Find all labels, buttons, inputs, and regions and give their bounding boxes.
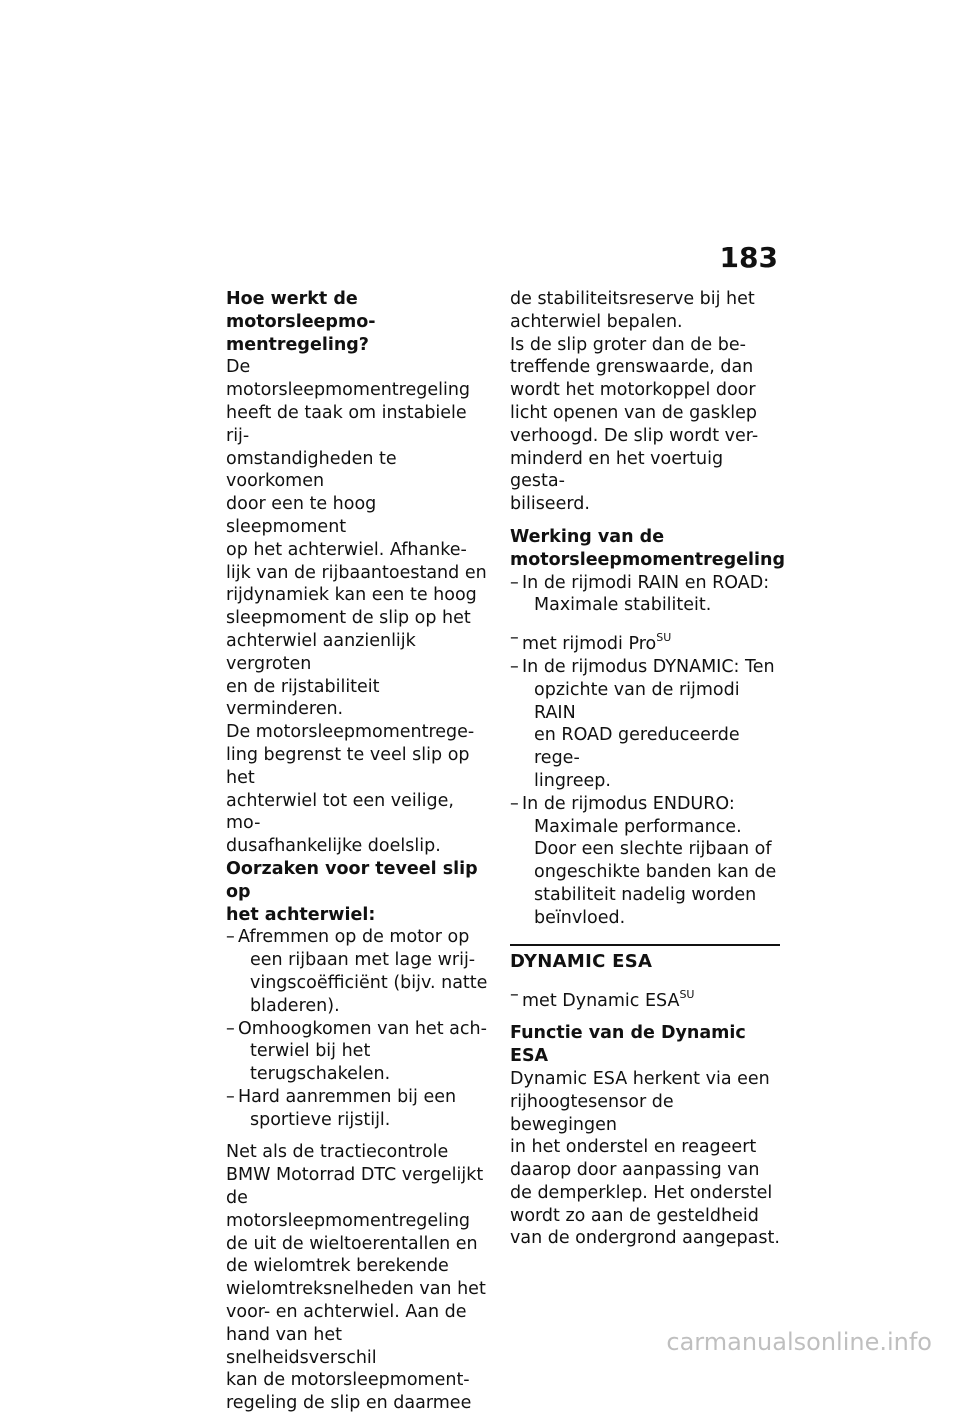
text-line: hand van het snelheidsverschil	[226, 1324, 377, 1368]
text-line: sleepmoment de slip op het	[226, 608, 471, 629]
text-line: wielomtreksnelheden van het	[226, 1279, 486, 1300]
text-line: door een te hoog sleepmoment	[226, 494, 377, 537]
heading-how-it-works	[226, 288, 492, 356]
text-line: Hard aanremmen bij een	[238, 1086, 457, 1107]
text-line: lijk van de rijbaantoestand en	[226, 562, 487, 583]
text-line: verhoogd. De slip wordt ver-	[510, 425, 759, 446]
text-line: De motorsleepmomentrege-	[226, 722, 475, 743]
right-column	[510, 288, 786, 1250]
list-item	[510, 984, 780, 1013]
list-item	[510, 793, 780, 930]
dash-bullet: –	[510, 628, 519, 649]
dash-bullet: –	[226, 927, 235, 948]
heading-line: het achterwiel:	[226, 904, 376, 925]
text-line: een rijbaan met lage wrij-	[250, 950, 476, 971]
text-line: De motorsleepmomentregeling	[226, 357, 471, 401]
text-line: kan de motorsleepmoment-	[226, 1370, 470, 1391]
dash-bullet: –	[510, 572, 519, 593]
text-line: en de rijstabiliteit verminderen.	[226, 676, 380, 720]
text-line: In de rijmodus DYNAMIC: Ten	[522, 656, 775, 677]
dash-bullet: –	[510, 793, 519, 814]
esa-paragraph	[510, 1068, 780, 1250]
text-line: licht openen van de gasklep	[510, 402, 757, 423]
text-line: en ROAD gereduceerde rege-	[534, 725, 740, 769]
text-line: heeft de taak om instabiele rij-	[226, 402, 467, 446]
watermark: carmanualsonline.info	[666, 1328, 932, 1356]
heading-causes	[226, 858, 492, 926]
heading-line: motorsleepmomentregeling	[510, 549, 786, 570]
dash-bullet: –	[226, 1086, 235, 1107]
su-superscript: SU	[679, 987, 695, 1001]
dash-bullet: –	[510, 984, 519, 1005]
text-line: In de rijmodus ENDURO:	[522, 793, 735, 814]
text-line: de stabiliteitsreserve bij het	[510, 289, 755, 309]
text-line: wordt het motorkoppel door	[510, 380, 756, 401]
heading-esa-function: Functie van de Dynamic ESA	[510, 1023, 746, 1067]
text-line: met Dynamic ESA	[522, 990, 680, 1011]
text-line: wordt zo aan de gesteldheid	[510, 1205, 759, 1226]
list-item	[226, 1086, 492, 1132]
list-item	[510, 656, 780, 793]
continued-paragraph	[510, 288, 780, 516]
text-line: minderd en het voertuig gesta-	[510, 448, 724, 492]
text-line: Net als de tractiecontrole	[226, 1142, 449, 1163]
text-line: sportieve rijstijl.	[250, 1109, 391, 1130]
text-line: rijdynamiek kan een te hoog	[226, 585, 477, 606]
text-line: achterwiel aanzienlijk vergroten	[226, 630, 416, 674]
dash-bullet: –	[510, 656, 519, 677]
dtc-paragraph	[226, 1141, 492, 1415]
text-line: Maximale performance.	[534, 816, 742, 837]
page-number: 183	[719, 241, 778, 274]
text-line: opzichte van de rijmodi RAIN	[534, 679, 740, 723]
heading-operation	[510, 526, 786, 572]
list-item	[510, 627, 780, 656]
text-line: BMW Motorrad DTC vergelijkt	[226, 1165, 484, 1186]
text-line: bladeren).	[250, 995, 340, 1016]
text-line: beïnvloed.	[534, 907, 626, 928]
text-line: treffende grenswaarde, dan	[510, 357, 754, 378]
text-line: Afremmen op de motor op	[238, 927, 470, 948]
section-divider	[510, 944, 780, 974]
text-line: Is de slip groter dan de be-	[510, 334, 746, 355]
text-line: ling begrenst te veel slip op het	[226, 744, 470, 788]
text-line: in het onderstel en reageert	[510, 1137, 757, 1158]
heading-line: mentregeling?	[226, 334, 369, 355]
text-line: lingreep.	[534, 770, 611, 791]
su-superscript: SU	[656, 631, 672, 645]
text-line: rijhoogtesensor de bewegingen	[510, 1091, 674, 1135]
text-line: de wielomtrek berekende	[226, 1256, 449, 1277]
text-line: met rijmodi Pro	[522, 634, 657, 655]
dash-bullet: –	[226, 1018, 235, 1039]
text-line: In de rijmodi RAIN en ROAD:	[522, 572, 770, 593]
list-item	[226, 1018, 492, 1086]
list-item	[226, 926, 492, 1017]
text-line: dusafhankelijke doelslip.	[226, 836, 441, 857]
text-line: de uit de wieltoerentallen en	[226, 1233, 478, 1254]
text-line: Door een slechte rijbaan of	[534, 839, 772, 860]
heading-line: Werking van de	[510, 526, 665, 547]
left-column	[226, 288, 492, 1415]
text-line: stabiliteit nadelig worden	[534, 884, 757, 905]
heading-line: Hoe werkt de motorsleepmo-	[226, 289, 376, 332]
text-line: Maximale stabiliteit.	[534, 595, 712, 616]
list-item	[510, 572, 780, 618]
text-line: regeling de slip en daarmee	[226, 1393, 472, 1414]
text-line: de motorsleepmomentregeling	[226, 1188, 471, 1231]
text-line: op het achterwiel. Afhanke-	[226, 539, 467, 560]
text-line: daarop door aanpassing van	[510, 1160, 760, 1181]
intro-paragraph	[226, 356, 492, 858]
text-line: biliseerd.	[510, 494, 590, 515]
text-line: omstandigheden te voorkomen	[226, 448, 397, 492]
text-line: achterwiel bepalen.	[510, 311, 683, 332]
text-line: voor- en achterwiel. Aan de	[226, 1302, 467, 1323]
text-line: terwiel bij het terugschakelen.	[250, 1041, 391, 1085]
text-line: Dynamic ESA herkent via een	[510, 1068, 770, 1089]
text-line: Omhoogkomen van het ach-	[238, 1018, 487, 1039]
text-line: van de ondergrond aangepast.	[510, 1228, 780, 1249]
text-line: vingscoëfficiënt (bijv. natte	[250, 972, 488, 993]
text-line: achterwiel tot een veilige, mo-	[226, 790, 454, 834]
text-line: de demperklep. Het onderstel	[510, 1182, 773, 1203]
heading-line: Oorzaken voor teveel slip op	[226, 858, 478, 902]
text-line: ongeschikte banden kan de	[534, 862, 777, 883]
section-title: DYNAMIC ESA	[510, 950, 653, 972]
